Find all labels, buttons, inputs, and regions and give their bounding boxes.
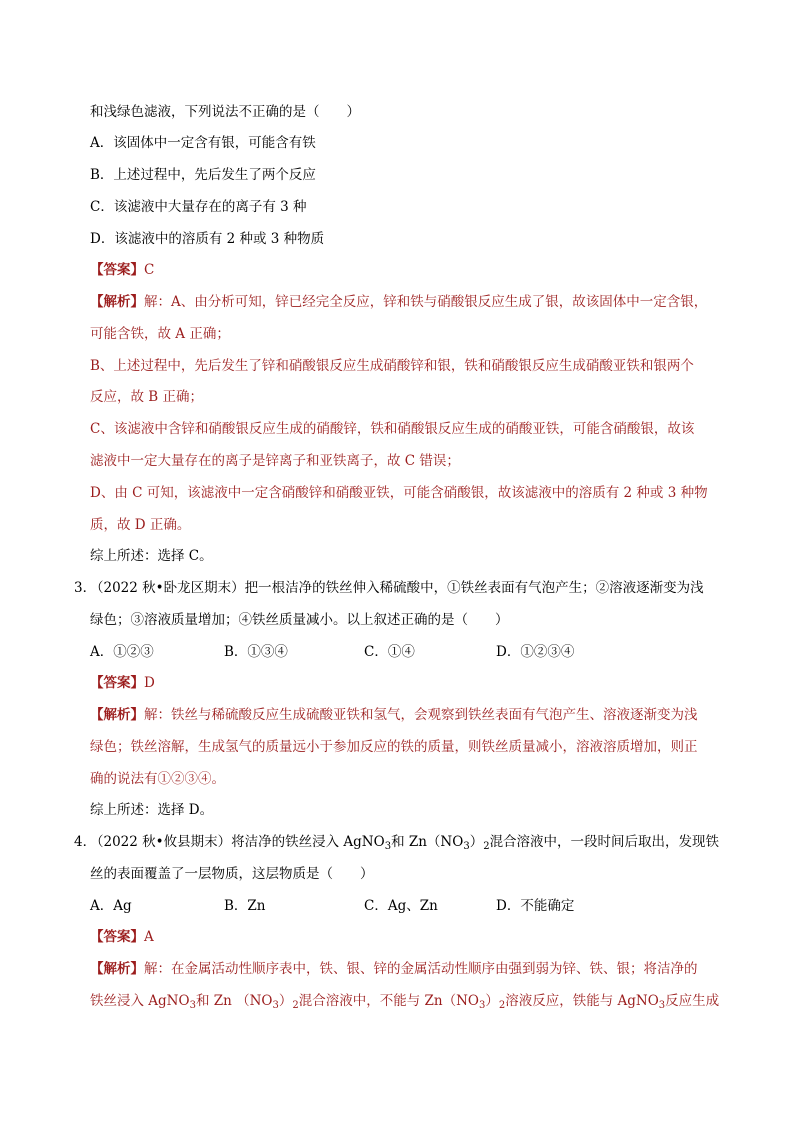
- q3-option-b: B．①③④: [224, 644, 288, 660]
- q4-option-a: A．Ag: [90, 898, 132, 914]
- q2-option-d: D．该滤液中的溶质有 2 种或 3 种物质: [90, 231, 325, 247]
- q4-stem-line-2: 丝的表面覆盖了一层物质，这层物质是（ ）: [90, 866, 374, 882]
- q3-summary: 综上所述：选择 D。: [90, 802, 214, 818]
- q2-option-a: A．该固体中一定含有银，可能含有铁: [90, 135, 316, 151]
- q2-analysis-text-1: 解：A、由分析可知，锌已经完全反应，锌和铁与硝酸银反应生成了银，故该固体中一定含银，: [144, 294, 708, 310]
- q3-option-c: C．①④: [364, 644, 415, 660]
- q4-number: 4．: [74, 834, 97, 850]
- q4-stem-line-1: [90, 832, 719, 852]
- q2-analysis-line-1: [90, 292, 707, 312]
- q3-answer-label: 【答案】: [90, 675, 144, 691]
- q4-answer-value: A: [144, 929, 154, 945]
- q3-analysis-line-3: 确的说法有①②③④。: [90, 771, 225, 787]
- q2-analysis-label: 【解析】: [90, 294, 144, 310]
- q4-analysis-part: ）: [278, 993, 293, 1009]
- q4-option-c: C．Ag、Zn: [364, 898, 438, 914]
- q4-stem-part: 和 Zn（NO: [391, 834, 464, 850]
- q3-analysis-line-2: 绿色；铁丝溶解，生成氢气的质量远小于参加反应的铁的质量，则铁丝质量减小，溶液溶质增加，则正: [90, 739, 698, 755]
- q4-analysis-sub: 3: [189, 1000, 196, 1011]
- q4-stem-sub: 3: [463, 841, 470, 852]
- q4-analysis-label: 【解析】: [90, 961, 144, 977]
- q4-analysis-sub: 2: [292, 1000, 299, 1011]
- q4-analysis-line-2: [90, 991, 719, 1011]
- q3-analysis-label: 【解析】: [90, 707, 144, 723]
- q4-analysis-line-1: [90, 959, 698, 979]
- q2-analysis-line-3: B、上述过程中，先后发生了锌和硝酸银反应生成硝酸锌和银，铁和硝酸银反应生成硝酸亚铁和银两个: [90, 358, 694, 374]
- q3-number: 3．: [74, 580, 97, 596]
- q4-analysis-part: ）: [485, 993, 499, 1009]
- q2-summary: 综上所述：选择 C。: [90, 548, 213, 564]
- q4-analysis-sub: 3: [272, 1000, 279, 1011]
- q4-analysis-part: 和 Zn （NO: [195, 993, 273, 1009]
- q4-answer: [90, 927, 154, 947]
- q3-stem-line-2: 绿色；③溶液质量增加；④铁丝质量减小。以上叙述正确的是（ ）: [90, 612, 509, 628]
- q3-stem-line-1: （2022 秋•卧龙区期末）把一根洁净的铁丝伸入稀硫酸中，①铁丝表面有气泡产生；②溶液逐渐变为浅: [90, 580, 704, 596]
- q4-analysis-part: 铁丝浸入 AgNO: [90, 993, 190, 1009]
- q2-analysis-line-4: 反应，故 B 正确；: [90, 389, 204, 405]
- q4-analysis-sub: 2: [498, 1000, 506, 1011]
- q4-stem-part: ）: [469, 834, 484, 850]
- q2-analysis-line-8: 质，故 D 正确。: [90, 517, 191, 533]
- q4-analysis-part: 混合溶液中，不能与 Zn（NO: [298, 993, 479, 1009]
- q2-option-b: B．上述过程中，先后发生了两个反应: [90, 167, 316, 183]
- q4-stem-sub: 3: [384, 841, 392, 852]
- q3-analysis-text-1: 解：铁丝与稀硫酸反应生成硫酸亚铁和氢气，会观察到铁丝表面有气泡产生、溶液逐渐变为浅: [144, 707, 698, 723]
- q4-answer-label: 【答案】: [90, 929, 144, 945]
- q2-analysis-line-2: 可能含铁，故 A 正确；: [90, 326, 230, 342]
- q4-option-b: B．Zn: [224, 898, 266, 914]
- q4-analysis-text-1: 解：在金属活动性顺序表中，铁、银、锌的金属活动性顺序由强到弱为锌、铁、银；将洁净的: [144, 961, 698, 977]
- q3-answer: [90, 673, 155, 693]
- q2-analysis-line-6: 滤液中一定大量存在的离子是锌离子和亚铁离子，故 C 错误；: [90, 453, 460, 469]
- q4-analysis-part: 反应生成: [665, 993, 720, 1009]
- q3-option-d: D．①②③④: [496, 644, 575, 660]
- q4-stem-part: （2022 秋•攸县期末）将洁净的铁丝浸入 AgNO: [90, 834, 385, 850]
- q2-answer: [90, 260, 154, 280]
- q4-stem-part: 混合溶液中，一段时间后取出，发现铁: [489, 834, 720, 850]
- q2-analysis-line-5: C、该滤液中含锌和硝酸银反应生成的硝酸锌，铁和硝酸银反应生成的硝酸亚铁，可能含硝酸银，故该: [90, 421, 695, 437]
- q4-analysis-part: 溶液反应，铁能与 AgNO: [505, 993, 659, 1009]
- q3-analysis-line-1: [90, 705, 698, 725]
- q4-analysis-sub: 3: [658, 1000, 666, 1011]
- q4-option-d: D．不能确定: [496, 898, 575, 914]
- q2-option-c: C．该滤液中大量存在的离子有 3 种: [90, 199, 307, 215]
- q4-stem-sub: 2: [483, 841, 490, 852]
- q2-stem-tail: 和浅绿色滤液，下列说法不正确的是（ ）: [90, 104, 360, 120]
- q2-answer-value: C: [144, 262, 155, 278]
- q2-analysis-line-7: D、由 C 可知，该滤液中一定含硝酸锌和硝酸亚铁，可能含硝酸银，故该滤液中的溶质有 2 种或 3 种物: [90, 485, 708, 501]
- q3-option-a: A．①②③: [90, 644, 154, 660]
- q2-answer-label: 【答案】: [90, 262, 144, 278]
- q4-analysis-sub: 3: [478, 1000, 486, 1011]
- q3-answer-value: D: [144, 675, 155, 691]
